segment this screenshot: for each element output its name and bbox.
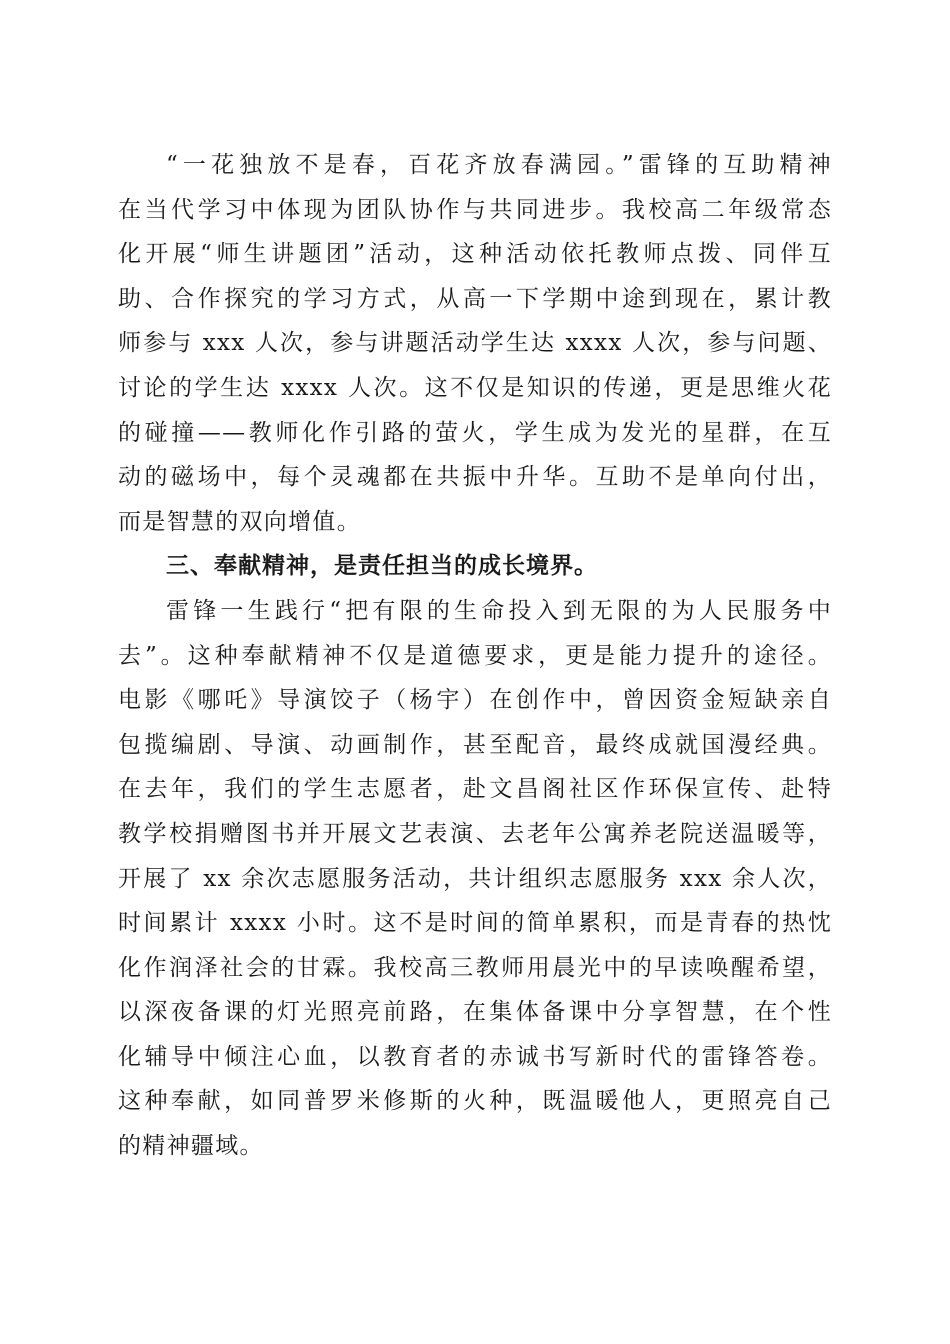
text-line: 化开展“师生讲题团”活动，这种活动依托教师点拨、同伴互 xyxy=(118,241,832,268)
text-line: 师参与 xxx 人次，参与讲题活动学生达 xxxx 人次，参与问题、 xyxy=(118,330,832,357)
text-line: 以深夜备课的灯光照亮前路，在集体备课中分享智慧，在个性 xyxy=(118,999,832,1026)
document-body xyxy=(118,143,832,1169)
text-line: 这种奉献，如同普罗米修斯的火种，既温暖他人，更照亮自己 xyxy=(118,1088,832,1115)
text-line: 包揽编剧、导演、动画制作，甚至配音，最终成就国漫经典。 xyxy=(118,731,832,758)
text-line: 化作润泽社会的甘霖。我校高三教师用晨光中的早读唤醒希望， xyxy=(118,954,832,981)
text-line: 在去年，我们的学生志愿者，赴文昌阁社区作环保宣传、赴特 xyxy=(118,776,832,803)
text-line: 时间累计 xxxx 小时。这不是时间的简单累积，而是青春的热忱 xyxy=(118,910,832,937)
text-line: 开展了 xx 余次志愿服务活动，共计组织志愿服务 xxx 余人次， xyxy=(118,865,832,892)
text-line: 雷锋一生践行“把有限的生命投入到无限的为人民服务中 xyxy=(166,597,832,624)
text-line: “一花独放不是春，百花齐放春满园。”雷锋的互助精神 xyxy=(166,152,832,178)
text-line: 去”。这种奉献精神不仅是道德要求，更是能力提升的途径。 xyxy=(118,642,832,669)
text-line: 的碰撞——教师化作引路的萤火，学生成为发光的星群，在互 xyxy=(118,419,832,446)
text-line: 的精神疆域。 xyxy=(118,1133,264,1160)
text-line: 教学校捐赠图书并开展文艺表演、去老年公寓养老院送温暖等， xyxy=(118,820,832,847)
section-heading: 三、奉献精神，是责任担当的成长境界。 xyxy=(166,553,598,580)
text-line: 而是智慧的双向增值。 xyxy=(118,508,361,535)
paragraph-mutual-aid xyxy=(118,143,832,544)
text-line: 化辅导中倾注心血，以教育者的赤诚书写新时代的雷锋答卷。 xyxy=(118,1043,832,1070)
paragraph-dedication xyxy=(118,589,832,1169)
text-line: 讨论的学生达 xxxx 人次。这不仅是知识的传递，更是思维火花 xyxy=(118,374,832,401)
text-line: 助、合作探究的学习方式，从高一下学期中途到现在，累计教 xyxy=(118,285,832,312)
text-line: 电影《哪吒》导演饺子（杨宇）在创作中，曾因资金短缺亲自 xyxy=(118,687,832,714)
text-line: 动的磁场中，每个灵魂都在共振中升华。互助不是单向付出， xyxy=(118,464,832,491)
text-line: 在当代学习中体现为团队协作与共同进步。我校高二年级常态 xyxy=(118,196,832,223)
